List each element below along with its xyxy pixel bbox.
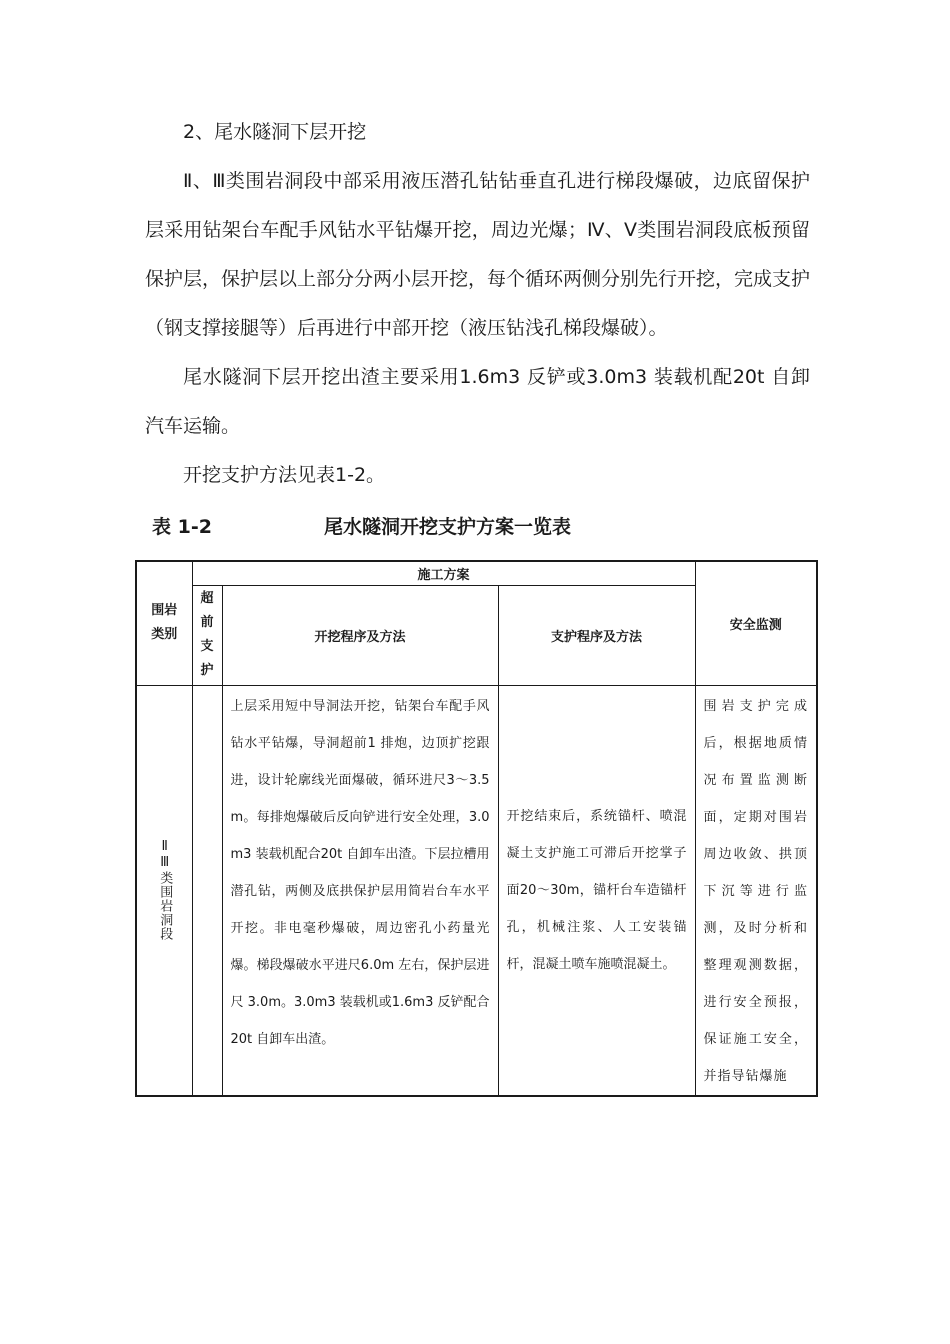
paragraph-mucking: 尾水隧洞下层开挖出渣主要采用1.6m3 反铲或3.0m3 装载机配20t 自卸汽车运输。 <box>145 366 810 437</box>
header-support-method: 支护程序及方法 <box>498 585 695 685</box>
cell-rock-category: ⅡⅢ类围岩洞段 <box>136 685 192 1096</box>
header-safety-monitoring: 安全监测 <box>695 561 817 685</box>
cell-advance-support <box>192 685 222 1096</box>
paragraph-excavation-method: Ⅱ、Ⅲ类围岩洞段中部采用液压潜孔钻钻垂直孔进行梯段爆破，边底留保护层采用钻架台车配手风钻水平钻爆开挖，周边光爆；Ⅳ、Ⅴ类围岩洞段底板预留保护层，保护层以上部分分两小层开挖，每个循环两侧分别先行开挖，完成支护（钢支撑接腿等）后再进行中部开挖（液压钻浅孔梯段爆破）。 <box>145 170 811 339</box>
cell-safety-monitoring: 围岩支护完成后，根据地质情况布置监测断面，定期对围岩周边收敛、拱顶下沉等进行监测，及时分析和整理观测数据，进行安全预报，保证施工安全，并指导钻爆施 <box>695 685 817 1096</box>
header-advance-support: 超前支护 <box>192 585 222 685</box>
table-caption <box>152 510 812 544</box>
cell-support-method: 开挖结束后，系统锚杆、喷混凝土支护施工可滞后开挖掌子面20～30m，锚杆台车造锚杆孔，机械注浆、人工安装锚杆，混凝土喷车施喷混凝土。 <box>498 685 695 1096</box>
paragraph-table-reference: 开挖支护方法见表1-2。 <box>183 464 386 486</box>
section-heading: 2、尾水隧洞下层开挖 <box>183 121 367 143</box>
header-rock-category: 围岩类别 <box>136 561 192 685</box>
header-construction-plan: 施工方案 <box>192 561 695 585</box>
table-row <box>136 685 817 1096</box>
table-number: 表 1-2 <box>152 516 212 538</box>
table-title: 尾水隧洞开挖支护方案一览表 <box>324 516 572 538</box>
support-plan-table <box>135 560 818 1097</box>
cell-excavation-method: 上层采用短中导洞法开挖，钻架台车配手风钻水平钻爆，导洞超前1 排炮，边顶扩挖跟进，设计轮廓线光面爆破，循环进尺3～3.5m。每排炮爆破后反向铲进行安全处理，3.0m3 装载机配合20t 自卸车出渣。下层拉槽用潜孔钻，两侧及底拱保护层用简岩台车水平开挖。非电毫秒爆破，周边密孔小药量光爆。梯段爆破水平进尺6.0m 左右，保护层进尺 3.0m。3.0m3 装载机或1.6m3 反铲配合20t 自卸车出渣。 <box>222 685 498 1096</box>
header-excavation-method: 开挖程序及方法 <box>222 585 498 685</box>
